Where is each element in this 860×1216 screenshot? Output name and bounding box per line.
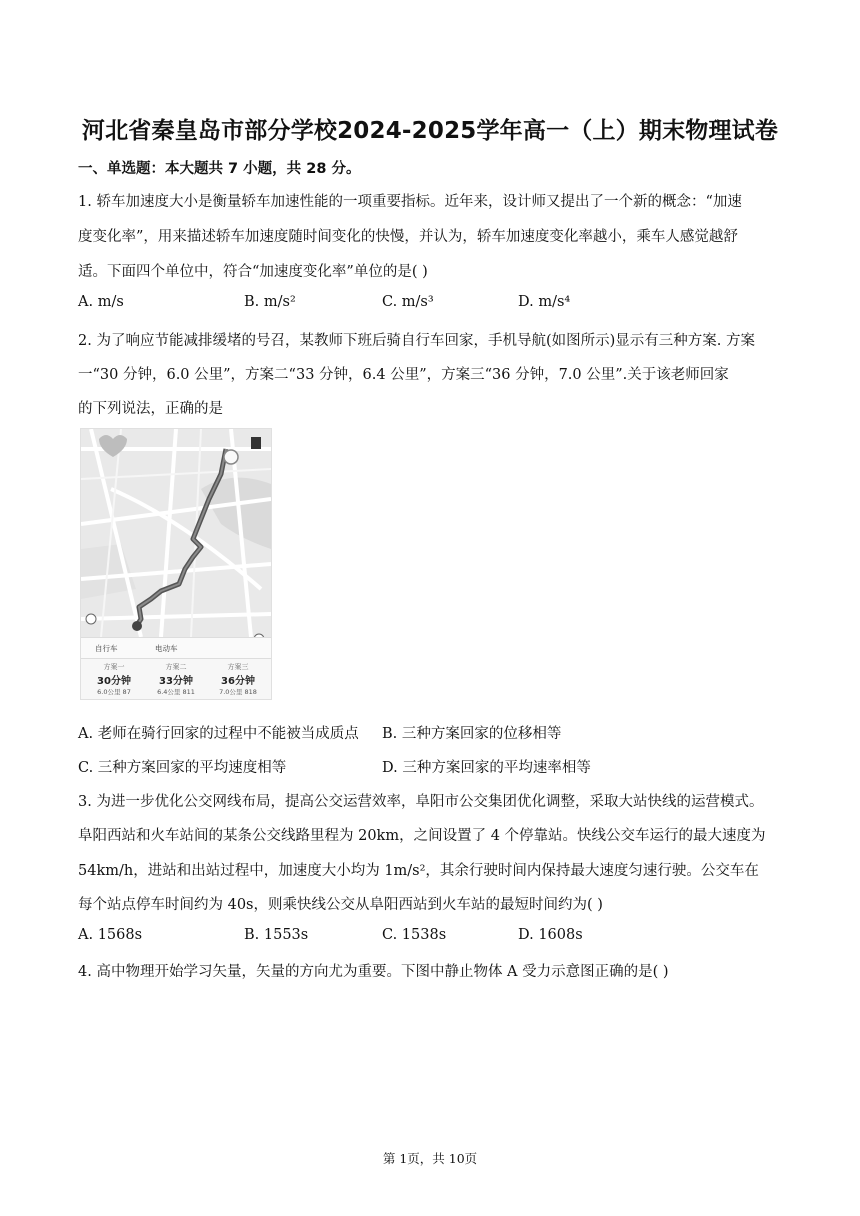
page-footer: 第 1页，共 10页: [382, 1151, 478, 1166]
plan-time: 36分钟: [221, 676, 255, 687]
q1-line-2: 度变化率”，用来描述轿车加速度随时间变化的快慢，并认为，轿车加速度变化率越小，乘车人感觉越舒: [78, 229, 738, 245]
plan-label: 方案二: [165, 663, 187, 671]
plan-distance: 6.4公里 811: [157, 688, 195, 696]
q3-line-4: 每个站点停车时间约为 40s，则乘快线公交从阜阳西站到火车站的最短时间约为( ): [78, 897, 603, 913]
q1-option-d: D. m/s⁴: [518, 294, 571, 310]
q3-option-a: A. 1568s: [78, 927, 143, 943]
q2-option-c: C. 三种方案回家的平均速度相等: [78, 760, 287, 776]
travel-mode-bar: [81, 637, 271, 658]
route-plan-1: [83, 662, 145, 696]
plan-time: 30分钟: [97, 676, 131, 687]
q1-line-1: 1. 轿车加速度大小是衡量轿车加速性能的一项重要指标。近年来，设计师又提出了一个新的概念：“加速: [78, 194, 742, 210]
q2-line-3: 的下列说法，正确的是: [78, 401, 223, 417]
mode-bicycle: 自行车: [95, 644, 118, 653]
plan-distance: 7.0公里 818: [219, 688, 257, 696]
plan-label: 方案一: [103, 663, 125, 671]
page-title: 河北省秦皇岛市部分学校2024-2025学年高一（上）期末物理试卷: [81, 118, 779, 144]
q2-option-d: D. 三种方案回家的平均速率相等: [382, 760, 591, 776]
q3-line-3: 54km/h，进站和出站过程中，加速度大小均为 1m/s²，其余行驶时间内保持最大速度匀速行驶。公交车在: [78, 863, 759, 879]
route-plan-3: [207, 662, 269, 696]
plan-distance: 6.0公里 87: [97, 688, 131, 696]
q2-option-b: B. 三种方案回家的位移相等: [382, 726, 562, 742]
q3-line-1: 3. 为进一步优化公交网线布局，提高公交运营效率，阜阳市公交集团优化调整，采取大站快线的运营模式。: [78, 794, 764, 810]
route-plan-2: [145, 662, 207, 696]
navigation-map-figure: [80, 428, 272, 700]
q3-option-b: B. 1553s: [244, 927, 309, 943]
q2-line-2: 一“30 分钟，6.0 公里”，方案二“33 分钟，6.4 公里”，方案三“36 分钟，7.0 公里”.关于该老师回家: [78, 367, 729, 383]
q1-option-c: C. m/s³: [382, 294, 434, 310]
mode-ebike: 电动车: [155, 644, 178, 653]
q1-option-b: B. m/s²: [244, 294, 296, 310]
q3-line-2: 阜阳西站和火车站间的某条公交线路里程为 20km，之间设置了 4 个停靠站。快线公交车运行的最大速度为: [78, 828, 766, 844]
route-plans-panel: [81, 658, 271, 699]
q2-line-1: 2. 为了响应节能减排缓堵的号召，某教师下班后骑自行车回家，手机导航(如图所示)显示有三种方案. 方案: [78, 333, 755, 349]
plan-label: 方案三: [227, 663, 249, 671]
q3-option-d: D. 1608s: [518, 927, 583, 943]
q4-line-1: 4. 高中物理开始学习矢量，矢量的方向尤为重要。下图中静止物体 A 受力示意图正确的是( ): [78, 964, 669, 980]
q1-option-a: A. m/s: [78, 294, 124, 310]
q3-option-c: C. 1538s: [382, 927, 447, 943]
q2-option-a: A. 老师在骑行回家的过程中不能被当成质点: [78, 726, 359, 742]
section-heading: 一、单选题：本大题共 7 小题，共 28 分。: [78, 161, 361, 177]
plan-time: 33分钟: [159, 676, 193, 687]
q1-line-3: 适。下面四个单位中，符合“加速度变化率”单位的是( ): [78, 264, 428, 280]
